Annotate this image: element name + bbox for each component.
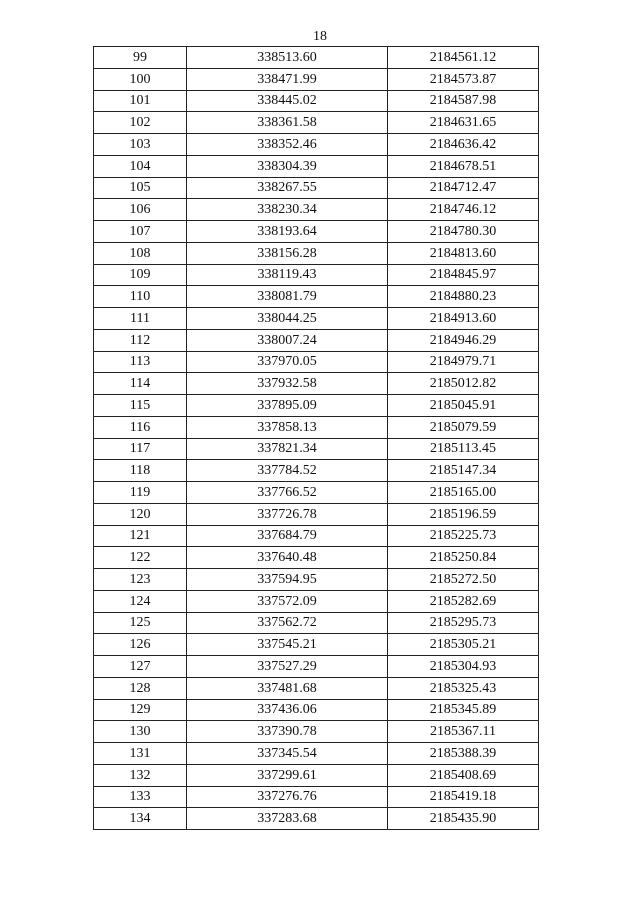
- table-row: [94, 503, 539, 525]
- table-row: [94, 764, 539, 786]
- table-row: [94, 351, 539, 373]
- y-coordinate-cell: 2184979.71: [388, 351, 539, 373]
- table-row: [94, 612, 539, 634]
- y-coordinate-cell: 2185147.34: [388, 460, 539, 482]
- table-row: [94, 308, 539, 330]
- point-number-cell: 134: [94, 808, 187, 830]
- y-coordinate-cell: 2185045.91: [388, 395, 539, 417]
- table-row: [94, 395, 539, 417]
- y-coordinate-cell: 2185272.50: [388, 569, 539, 591]
- point-number-cell: 122: [94, 547, 187, 569]
- table-row: [94, 460, 539, 482]
- x-coordinate-cell: 338445.02: [187, 90, 388, 112]
- point-number-cell: 129: [94, 699, 187, 721]
- coordinates-table: [93, 46, 539, 830]
- y-coordinate-cell: 2185012.82: [388, 373, 539, 395]
- x-coordinate-cell: 338513.60: [187, 47, 388, 69]
- table-row: [94, 808, 539, 830]
- point-number-cell: 127: [94, 656, 187, 678]
- y-coordinate-cell: 2185435.90: [388, 808, 539, 830]
- table-row: [94, 68, 539, 90]
- point-number-cell: 128: [94, 677, 187, 699]
- table-row: [94, 416, 539, 438]
- table-row: [94, 221, 539, 243]
- table-row: [94, 112, 539, 134]
- y-coordinate-cell: 2184780.30: [388, 221, 539, 243]
- table-row: [94, 482, 539, 504]
- y-coordinate-cell: 2184845.97: [388, 264, 539, 286]
- y-coordinate-cell: 2185079.59: [388, 416, 539, 438]
- x-coordinate-cell: 337436.06: [187, 699, 388, 721]
- table-row: [94, 634, 539, 656]
- point-number-cell: 126: [94, 634, 187, 656]
- point-number-cell: 124: [94, 590, 187, 612]
- y-coordinate-cell: 2184813.60: [388, 242, 539, 264]
- x-coordinate-cell: 338081.79: [187, 286, 388, 308]
- x-coordinate-cell: 337684.79: [187, 525, 388, 547]
- point-number-cell: 109: [94, 264, 187, 286]
- table-row: [94, 242, 539, 264]
- x-coordinate-cell: 337481.68: [187, 677, 388, 699]
- x-coordinate-cell: 338119.43: [187, 264, 388, 286]
- x-coordinate-cell: 337276.76: [187, 786, 388, 808]
- y-coordinate-cell: 2184631.65: [388, 112, 539, 134]
- table-row: [94, 155, 539, 177]
- point-number-cell: 104: [94, 155, 187, 177]
- table-row: [94, 264, 539, 286]
- point-number-cell: 115: [94, 395, 187, 417]
- table-row: [94, 47, 539, 69]
- table-row: [94, 699, 539, 721]
- y-coordinate-cell: 2184913.60: [388, 308, 539, 330]
- x-coordinate-cell: 337594.95: [187, 569, 388, 591]
- point-number-cell: 101: [94, 90, 187, 112]
- point-number-cell: 125: [94, 612, 187, 634]
- x-coordinate-cell: 337821.34: [187, 438, 388, 460]
- y-coordinate-cell: 2185304.93: [388, 656, 539, 678]
- y-coordinate-cell: 2185225.73: [388, 525, 539, 547]
- y-coordinate-cell: 2185113.45: [388, 438, 539, 460]
- x-coordinate-cell: 337390.78: [187, 721, 388, 743]
- point-number-cell: 99: [94, 47, 187, 69]
- x-coordinate-cell: 338471.99: [187, 68, 388, 90]
- point-number-cell: 117: [94, 438, 187, 460]
- x-coordinate-cell: 338267.55: [187, 177, 388, 199]
- point-number-cell: 103: [94, 134, 187, 156]
- y-coordinate-cell: 2185367.11: [388, 721, 539, 743]
- point-number-cell: 123: [94, 569, 187, 591]
- point-number-cell: 112: [94, 329, 187, 351]
- point-number-cell: 102: [94, 112, 187, 134]
- y-coordinate-cell: 2184746.12: [388, 199, 539, 221]
- x-coordinate-cell: 337784.52: [187, 460, 388, 482]
- point-number-cell: 116: [94, 416, 187, 438]
- table-row: [94, 569, 539, 591]
- table-row: [94, 438, 539, 460]
- y-coordinate-cell: 2185419.18: [388, 786, 539, 808]
- table-row: [94, 525, 539, 547]
- point-number-cell: 114: [94, 373, 187, 395]
- coordinates-table-body: [94, 47, 539, 830]
- table-row: [94, 329, 539, 351]
- point-number-cell: 107: [94, 221, 187, 243]
- table-row: [94, 721, 539, 743]
- x-coordinate-cell: 337726.78: [187, 503, 388, 525]
- table-row: [94, 177, 539, 199]
- table-row: [94, 786, 539, 808]
- table-row: [94, 677, 539, 699]
- x-coordinate-cell: 337766.52: [187, 482, 388, 504]
- x-coordinate-cell: 337932.58: [187, 373, 388, 395]
- y-coordinate-cell: 2184946.29: [388, 329, 539, 351]
- x-coordinate-cell: 338193.64: [187, 221, 388, 243]
- y-coordinate-cell: 2185295.73: [388, 612, 539, 634]
- y-coordinate-cell: 2185250.84: [388, 547, 539, 569]
- point-number-cell: 113: [94, 351, 187, 373]
- y-coordinate-cell: 2185325.43: [388, 677, 539, 699]
- x-coordinate-cell: 337345.54: [187, 743, 388, 765]
- point-number-cell: 111: [94, 308, 187, 330]
- point-number-cell: 130: [94, 721, 187, 743]
- x-coordinate-cell: 338361.58: [187, 112, 388, 134]
- table-row: [94, 656, 539, 678]
- y-coordinate-cell: 2185408.69: [388, 764, 539, 786]
- y-coordinate-cell: 2184636.42: [388, 134, 539, 156]
- x-coordinate-cell: 337572.09: [187, 590, 388, 612]
- x-coordinate-cell: 337299.61: [187, 764, 388, 786]
- x-coordinate-cell: 337562.72: [187, 612, 388, 634]
- point-number-cell: 108: [94, 242, 187, 264]
- point-number-cell: 131: [94, 743, 187, 765]
- y-coordinate-cell: 2185165.00: [388, 482, 539, 504]
- x-coordinate-cell: 338044.25: [187, 308, 388, 330]
- point-number-cell: 120: [94, 503, 187, 525]
- table-row: [94, 373, 539, 395]
- y-coordinate-cell: 2185345.89: [388, 699, 539, 721]
- point-number-cell: 105: [94, 177, 187, 199]
- point-number-cell: 110: [94, 286, 187, 308]
- point-number-cell: 133: [94, 786, 187, 808]
- y-coordinate-cell: 2184712.47: [388, 177, 539, 199]
- table-row: [94, 590, 539, 612]
- x-coordinate-cell: 337640.48: [187, 547, 388, 569]
- point-number-cell: 100: [94, 68, 187, 90]
- table-row: [94, 743, 539, 765]
- table-row: [94, 199, 539, 221]
- x-coordinate-cell: 338156.28: [187, 242, 388, 264]
- y-coordinate-cell: 2184587.98: [388, 90, 539, 112]
- y-coordinate-cell: 2184573.87: [388, 68, 539, 90]
- page-number: 18: [313, 29, 327, 44]
- x-coordinate-cell: 337545.21: [187, 634, 388, 656]
- x-coordinate-cell: 337527.29: [187, 656, 388, 678]
- x-coordinate-cell: 338230.34: [187, 199, 388, 221]
- y-coordinate-cell: 2184880.23: [388, 286, 539, 308]
- point-number-cell: 106: [94, 199, 187, 221]
- x-coordinate-cell: 337858.13: [187, 416, 388, 438]
- point-number-cell: 119: [94, 482, 187, 504]
- y-coordinate-cell: 2185282.69: [388, 590, 539, 612]
- table-row: [94, 286, 539, 308]
- y-coordinate-cell: 2185388.39: [388, 743, 539, 765]
- y-coordinate-cell: 2184678.51: [388, 155, 539, 177]
- x-coordinate-cell: 337283.68: [187, 808, 388, 830]
- x-coordinate-cell: 337895.09: [187, 395, 388, 417]
- y-coordinate-cell: 2185305.21: [388, 634, 539, 656]
- point-number-cell: 132: [94, 764, 187, 786]
- x-coordinate-cell: 338304.39: [187, 155, 388, 177]
- table-row: [94, 90, 539, 112]
- x-coordinate-cell: 338007.24: [187, 329, 388, 351]
- table-row: [94, 134, 539, 156]
- x-coordinate-cell: 337970.05: [187, 351, 388, 373]
- x-coordinate-cell: 338352.46: [187, 134, 388, 156]
- point-number-cell: 118: [94, 460, 187, 482]
- y-coordinate-cell: 2184561.12: [388, 47, 539, 69]
- table-row: [94, 547, 539, 569]
- point-number-cell: 121: [94, 525, 187, 547]
- y-coordinate-cell: 2185196.59: [388, 503, 539, 525]
